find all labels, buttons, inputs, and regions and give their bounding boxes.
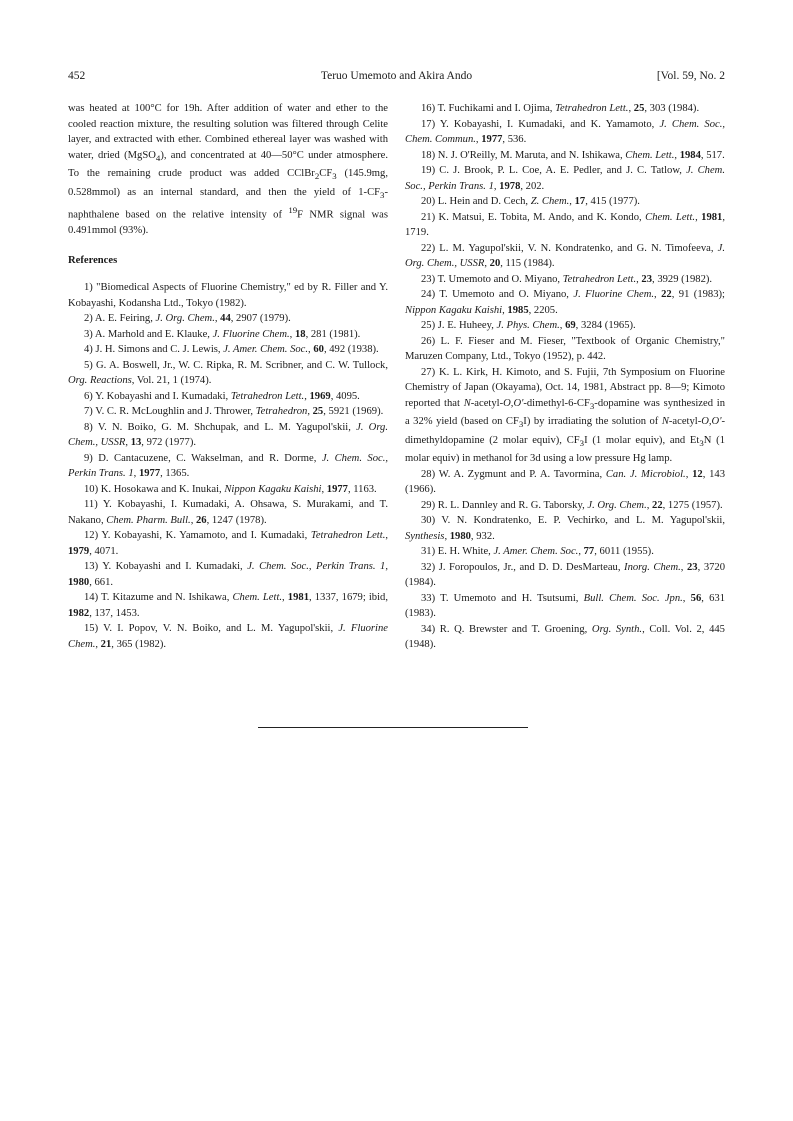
reference-item: 31) E. H. White, J. Amer. Chem. Soc., 77, 6011 (1955). [421, 546, 654, 558]
reference-item: 22) L. M. Yagupol'skii, V. N. Kondratenko, and G. N. Timofeeva, J. Org. Chem., USSR, 20, 115 (1984). [405, 242, 725, 269]
reference-item: 12) Y. Kobayashi, K. Yamamoto, and I. Kumadaki, Tetrahedron Lett., 1979, 4071. [68, 530, 388, 557]
reference-item: 24) T. Umemoto and O. Miyano, J. Fluorine Chem., 22, 91 (1983); Nippon Kagaku Kaishi, 1985, 2205. [405, 289, 725, 316]
reference-item: 32) J. Foropoulos, Jr., and D. D. DesMarteau, Inorg. Chem., 23, 3720 (1984). [405, 561, 725, 589]
reference-item: 18) N. J. O'Reilly, M. Maruta, and N. Ishikawa, Chem. Lett., 1984, 517. [421, 149, 725, 161]
reference-item: 10) K. Hosokawa and K. Inukai, Nippon Kagaku Kaishi, 1977, 1163. [84, 483, 377, 495]
reference-item: 4) J. H. Simons and C. J. Lewis, J. Amer. Chem. Soc., 60, 492 (1938). [84, 344, 379, 356]
body-paragraph: was heated at 100°C for 19h. After addition of water and ether to the cooled reaction mixture, the resulting solution was filtered through Celite layer, and extracted with ether. Combined ethereal layer was washed with water, dried (MgSO$_4$), and concentrated at 40—50°C under atmosphere. To the remaining crude product was added $CClBr_2CF_3$ (145.9mg, 0.528mmol) as an internal standard, and then the yield of $1-CF_3$-naphthalene based on the relative intensity of $^{19}$F NMR signal was 0.491mmol (93%). [68, 103, 388, 237]
reference-item: 2) A. E. Feiring, J. Org. Chem., 44, 2907 (1979). [84, 313, 291, 325]
running-authors: Teruo Umemoto and Akira Ando [320, 70, 473, 82]
reference-item: 9) D. Cantacuzene, C. Wakselman, and R. Dorme, J. Chem. Soc., Perkin Trans. 1, 1977, 1365. [68, 452, 388, 480]
reference-item: 19) C. J. Brook, P. L. Coe, A. E. Pedler, and J. C. Tatlow, J. Chem. Soc., Perkin Trans. 1, 1978, 202. [405, 165, 725, 192]
reference-item: 13) Y. Kobayashi and I. Kumadaki, J. Chem. Soc., Perkin Trans. 1, 1980, 661. [68, 561, 389, 588]
reference-item: 33) T. Umemoto and H. Tsutsumi, Bull. Chem. Soc. Jpn., 56, 631 (1983). [405, 592, 725, 620]
reference-item: 15) V. I. Popov, V. N. Boiko, and L. M. Yagupol'skii, J. Fluorine Chem., 21, 365 (1982). [68, 623, 388, 650]
running-header [68, 70, 725, 86]
reference-item: 17) Y. Kobayashi, I. Kumadaki, and K. Yamamoto, J. Chem. Soc., Chem. Commun., 1977, 536. [405, 118, 725, 145]
reference-item: 28) W. A. Zygmunt and P. A. Tavormina, Can. J. Microbiol., 12, 143 (1966). [405, 468, 726, 496]
reference-item: 23) T. Umemoto and O. Miyano, Tetrahedron Lett., 23, 3929 (1982). [421, 273, 713, 285]
volume-info: [Vol. 59, No. 2 [656, 70, 725, 82]
right-column [405, 101, 725, 653]
reference-item: 26) L. F. Fieser and M. Fieser, "Textbook of Organic Chemistry," Maruzen Company, Ltd., Tokyo (1952), p. 442. [405, 335, 725, 362]
reference-item: 34) R. Q. Brewster and T. Groening, Org. Synth., Coll. Vol. 2, 445 (1948). [405, 623, 725, 651]
reference-item: 14) T. Kitazume and N. Ishikawa, Chem. Lett., 1981, 1337, 1679; ibid, 1982, 137, 1453. [68, 592, 388, 619]
reference-item: 7) V. C. R. McLoughlin and J. Thrower, Tetrahedron, 25, 5921 (1969). [84, 406, 384, 418]
reference-item: 5) G. A. Boswell, Jr., W. C. Ripka, R. M. Scribner, and C. W. Tullock, Org. Reactions, Vol. 21, 1 (1974). [68, 359, 388, 387]
reference-item: 8) V. N. Boiko, G. M. Shchupak, and L. M. Yagupol'skii, J. Org. Chem., USSR, 13, 972 (1977). [68, 421, 388, 449]
references-list-left [68, 280, 388, 652]
reference-item: 11) Y. Kobayashi, I. Kumadaki, A. Ohsawa, S. Murakami, and T. Nakano, Chem. Pharm. Bull., 26, 1247 (1978). [68, 499, 388, 526]
page-number: 452 [68, 70, 86, 82]
reference-item: 3) A. Marhold and E. Klauke, J. Fluorine Chem., 18, 281 (1981). [84, 328, 361, 340]
references-heading: References [68, 254, 118, 266]
left-column [68, 101, 388, 652]
reference-item: 6) Y. Kobayashi and I. Kumadaki, Tetrahedron Lett., 1969, 4095. [84, 390, 360, 402]
reference-item: 27) K. L. Kirk, H. Kimoto, and S. Fujii, 7th Symposium on Fluorine Chemistry of Japan (Okayama), Oct. 14, 1981, Abstract pp. 8—9; Kimoto reported that $N-acetyl-O,O'-dimethyl-6-CF_3$-dopamine was synthesized in a 32% yield (based on $CF_3I$) by irradiating the solution of N-acetyl-O,O'-dimethyldopamine (2 molar equiv), $CF_3I$ (1 molar equiv), and $Et_3N$ (1 molar equiv) in methanol for 3d using a low pressure Hg lamp. [405, 366, 726, 465]
reference-item: 21) K. Matsui, E. Tobita, M. Ando, and K. Kondo, Chem. Lett., 1981, 1719. [405, 211, 725, 238]
reference-item: 29) R. L. Dannley and R. G. Taborsky, J. Org. Chem., 22, 1275 (1957). [421, 499, 723, 511]
references-list-right [405, 101, 725, 653]
reference-item: 20) L. Hein and D. Cech, Z. Chem., 17, 415 (1977). [421, 196, 640, 207]
reference-item: 16) T. Fuchikami and I. Ojima, Tetrahedron Lett., 25, 303 (1984). [421, 103, 700, 114]
reference-item: 25) J. E. Huheey, J. Phys. Chem., 69, 3284 (1965). [421, 320, 636, 331]
end-rule [258, 727, 528, 728]
reference-item: 1) "Biomedical Aspects of Fluorine Chemistry," ed by R. Filler and Y. Kobayashi, Kodansha Ltd., Tokyo (1982). [68, 282, 388, 309]
reference-item: 30) V. N. Kondratenko, E. P. Vechirko, and L. M. Yagupol'skii, Synthesis, 1980, 932. [405, 515, 725, 542]
